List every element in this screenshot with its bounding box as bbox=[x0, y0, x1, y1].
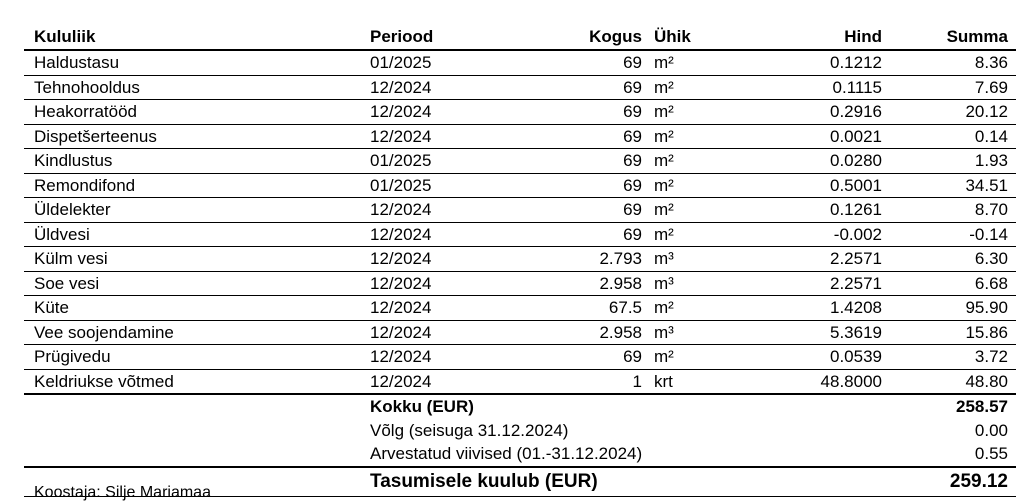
table-row bbox=[24, 271, 1016, 296]
row-quantity: 2.958 bbox=[514, 320, 648, 345]
table-row bbox=[24, 173, 1016, 198]
table-row bbox=[24, 320, 1016, 345]
row-price: 48.8000 bbox=[738, 369, 888, 394]
row-unit: m² bbox=[648, 75, 738, 100]
debt-label: Võlg (seisuga 31.12.2024) bbox=[370, 420, 569, 440]
row-unit: m² bbox=[648, 50, 738, 75]
row-quantity: 69 bbox=[514, 198, 648, 223]
row-price: 2.2571 bbox=[738, 271, 888, 296]
row-period: 12/2024 bbox=[364, 222, 514, 247]
row-sum: 95.90 bbox=[888, 296, 1016, 321]
interest-label: Arvestatud viivised (01.-31.12.2024) bbox=[370, 444, 643, 464]
row-period: 12/2024 bbox=[364, 369, 514, 394]
table-row bbox=[24, 345, 1016, 370]
row-sum: 0.14 bbox=[888, 124, 1016, 149]
row-unit: m² bbox=[648, 198, 738, 223]
row-item: Heakorratööd bbox=[24, 100, 364, 125]
row-sum: 8.36 bbox=[888, 50, 1016, 75]
table-row bbox=[24, 100, 1016, 125]
table-row bbox=[24, 198, 1016, 223]
row-quantity: 69 bbox=[514, 345, 648, 370]
row-item: Külm vesi bbox=[24, 247, 364, 272]
summary-interest-row bbox=[24, 442, 1016, 467]
row-price: 0.1115 bbox=[738, 75, 888, 100]
row-quantity: 69 bbox=[514, 222, 648, 247]
header-quantity: Kogus bbox=[514, 0, 648, 50]
row-item: Vee soojendamine bbox=[24, 320, 364, 345]
summary-debt-row bbox=[24, 419, 1016, 443]
table-row bbox=[24, 124, 1016, 149]
row-quantity: 69 bbox=[514, 100, 648, 125]
cost-table bbox=[24, 0, 1016, 497]
row-quantity: 69 bbox=[514, 173, 648, 198]
row-period: 12/2024 bbox=[364, 124, 514, 149]
total-label: Kokku (EUR) bbox=[370, 397, 474, 417]
row-quantity: 2.958 bbox=[514, 271, 648, 296]
row-period: 01/2025 bbox=[364, 50, 514, 75]
row-item: Üldvesi bbox=[24, 222, 364, 247]
row-quantity: 2.793 bbox=[514, 247, 648, 272]
table-header-row bbox=[24, 0, 1016, 50]
row-price: 2.2571 bbox=[738, 247, 888, 272]
row-sum: 8.70 bbox=[888, 198, 1016, 223]
table-row bbox=[24, 50, 1016, 75]
row-unit: m³ bbox=[648, 247, 738, 272]
table-row bbox=[24, 296, 1016, 321]
row-unit: m³ bbox=[648, 271, 738, 296]
row-unit: m² bbox=[648, 173, 738, 198]
interest-value: 0.55 bbox=[974, 444, 1008, 464]
row-item: Remondifond bbox=[24, 173, 364, 198]
row-price: 0.1261 bbox=[738, 198, 888, 223]
table-row bbox=[24, 369, 1016, 394]
row-item: Dispetšerteenus bbox=[24, 124, 364, 149]
row-item: Soe vesi bbox=[24, 271, 364, 296]
row-price: 0.0539 bbox=[738, 345, 888, 370]
row-period: 12/2024 bbox=[364, 271, 514, 296]
item-rows bbox=[24, 50, 1016, 394]
row-quantity: 69 bbox=[514, 124, 648, 149]
row-item: Tehnohooldus bbox=[24, 75, 364, 100]
header-sum: Summa bbox=[888, 0, 1016, 50]
row-item: Kindlustus bbox=[24, 149, 364, 174]
row-price: 0.1212 bbox=[738, 50, 888, 75]
summary-total-row bbox=[24, 394, 1016, 419]
row-sum: 6.68 bbox=[888, 271, 1016, 296]
summary-rows bbox=[24, 394, 1016, 496]
header-unit: Ühik bbox=[648, 0, 738, 50]
row-price: 0.0021 bbox=[738, 124, 888, 149]
row-quantity: 69 bbox=[514, 50, 648, 75]
row-unit: m² bbox=[648, 296, 738, 321]
table-row bbox=[24, 149, 1016, 174]
row-quantity: 69 bbox=[514, 149, 648, 174]
row-item: Üldelekter bbox=[24, 198, 364, 223]
table-row bbox=[24, 247, 1016, 272]
row-period: 12/2024 bbox=[364, 345, 514, 370]
payable-label: Tasumisele kuulub (EUR) bbox=[364, 467, 888, 497]
row-sum: 6.30 bbox=[888, 247, 1016, 272]
row-period: 12/2024 bbox=[364, 320, 514, 345]
payable-value: 259.12 bbox=[888, 467, 1016, 497]
row-sum: 3.72 bbox=[888, 345, 1016, 370]
row-unit: m³ bbox=[648, 320, 738, 345]
compiled-by: Koostaja: Silje Mariamaa bbox=[34, 484, 211, 501]
row-unit: m² bbox=[648, 124, 738, 149]
row-sum: 48.80 bbox=[888, 369, 1016, 394]
row-quantity: 67.5 bbox=[514, 296, 648, 321]
row-item: Keldriukse võtmed bbox=[24, 369, 364, 394]
row-period: 12/2024 bbox=[364, 100, 514, 125]
row-period: 01/2025 bbox=[364, 149, 514, 174]
row-price: 5.3619 bbox=[738, 320, 888, 345]
row-price: 0.5001 bbox=[738, 173, 888, 198]
row-period: 12/2024 bbox=[364, 296, 514, 321]
total-value: 258.57 bbox=[956, 397, 1008, 417]
row-sum: 1.93 bbox=[888, 149, 1016, 174]
row-unit: m² bbox=[648, 345, 738, 370]
header-period: Periood bbox=[364, 0, 514, 50]
debt-value: 0.00 bbox=[974, 420, 1008, 440]
row-quantity: 69 bbox=[514, 75, 648, 100]
row-period: 12/2024 bbox=[364, 75, 514, 100]
row-item: Prügivedu bbox=[24, 345, 364, 370]
row-period: 12/2024 bbox=[364, 247, 514, 272]
row-item: Haldustasu bbox=[24, 50, 364, 75]
row-item: Küte bbox=[24, 296, 364, 321]
row-unit: m² bbox=[648, 222, 738, 247]
row-sum: 7.69 bbox=[888, 75, 1016, 100]
row-period: 01/2025 bbox=[364, 173, 514, 198]
table-row bbox=[24, 222, 1016, 247]
invoice-sheet bbox=[24, 0, 1016, 497]
header-price: Hind bbox=[738, 0, 888, 50]
table-row bbox=[24, 75, 1016, 100]
row-price: 0.0280 bbox=[738, 149, 888, 174]
row-sum: 34.51 bbox=[888, 173, 1016, 198]
row-unit: krt bbox=[648, 369, 738, 394]
header-item: Kululiik bbox=[24, 0, 364, 50]
row-price: 0.2916 bbox=[738, 100, 888, 125]
row-unit: m² bbox=[648, 100, 738, 125]
row-price: -0.002 bbox=[738, 222, 888, 247]
row-unit: m² bbox=[648, 149, 738, 174]
row-period: 12/2024 bbox=[364, 198, 514, 223]
row-sum: 20.12 bbox=[888, 100, 1016, 125]
row-sum: -0.14 bbox=[888, 222, 1016, 247]
row-quantity: 1 bbox=[514, 369, 648, 394]
row-price: 1.4208 bbox=[738, 296, 888, 321]
row-sum: 15.86 bbox=[888, 320, 1016, 345]
